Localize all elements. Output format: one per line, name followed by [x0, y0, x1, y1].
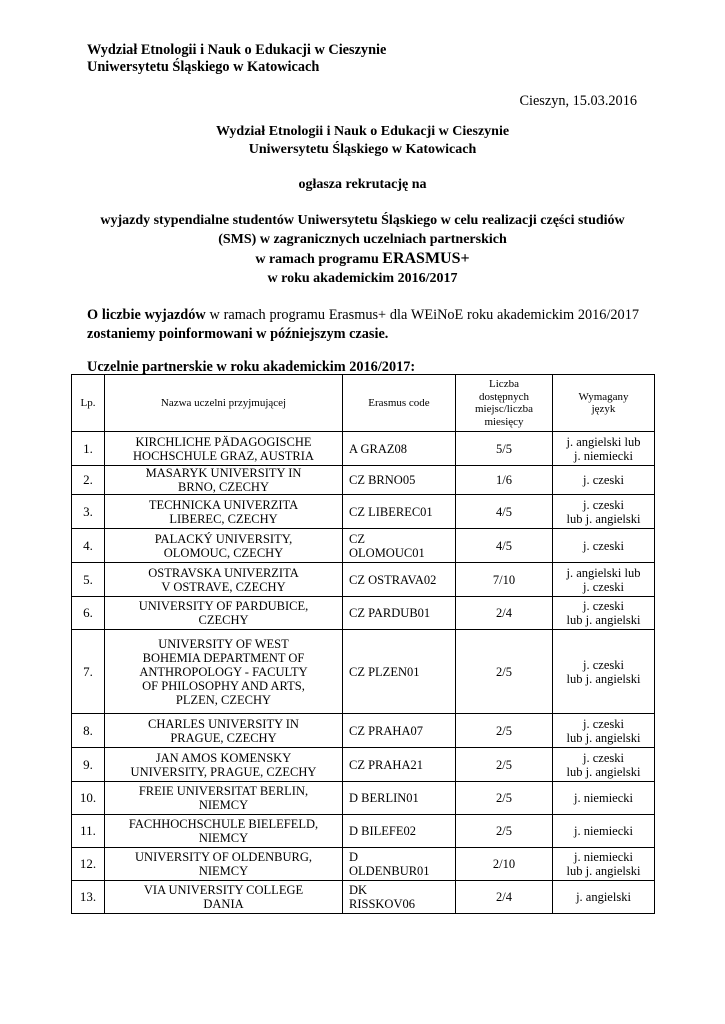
cell-erasmus-code [343, 432, 456, 466]
cell-places: 2/10 [456, 848, 553, 881]
cell-language-line: lub j. angielski [566, 671, 641, 686]
cell-places: 4/5 [456, 495, 553, 529]
cell-university-name-line: V OSTRAVE, CZECHY [161, 579, 286, 594]
cell-erasmus-code-line: A GRAZ08 [349, 441, 407, 456]
cell-language-line: lub j. angielski [566, 613, 641, 627]
cell-university-name-line: PRAGUE, CZECHY [170, 730, 277, 745]
cell-language-line: lub j. angielski [566, 730, 641, 745]
cell-university-name [105, 881, 343, 914]
cell-language-line: j. czeski [583, 716, 624, 731]
title-subject [0, 211, 725, 288]
cell-lp: 4. [72, 529, 105, 563]
table-row [72, 714, 655, 748]
cell-university-name-line: OF PHILOSOPHY AND ARTS, [142, 678, 305, 693]
cell-lp: 1. [72, 432, 105, 466]
table-row [72, 495, 655, 529]
cell-lp: 10. [72, 782, 105, 815]
cell-language [553, 597, 655, 630]
cell-lp: 12. [72, 848, 105, 881]
cell-places: 5/5 [456, 432, 553, 466]
cell-language-line: j. niemiecki [573, 791, 633, 805]
cell-places: 1/6 [456, 466, 553, 495]
cell-places: 4/5 [456, 529, 553, 563]
cell-places: 2/4 [456, 597, 553, 630]
cell-erasmus-code [343, 529, 456, 563]
cell-language-line: j. czeski [583, 599, 624, 613]
cell-erasmus-code [343, 563, 456, 597]
cell-language [553, 529, 655, 563]
cell-university-name [105, 495, 343, 529]
paragraph-bold-1: O liczbie wyjazdów [87, 307, 206, 323]
partner-universities-table [71, 374, 655, 914]
table-row [72, 782, 655, 815]
table-row [72, 466, 655, 495]
cell-erasmus-code-line: CZ OSTRAVA02 [349, 572, 437, 587]
cell-erasmus-code-line: CZ BRNO05 [349, 473, 416, 487]
table-row [72, 630, 655, 714]
cell-language [553, 563, 655, 597]
cell-university-name-line: MASARYK UNIVERSITY IN [145, 466, 302, 480]
cell-erasmus-code-line: CZ PRAHA07 [349, 723, 423, 738]
cell-university-name-line: NIEMCY [198, 864, 249, 878]
cell-places: 2/4 [456, 881, 553, 914]
cell-erasmus-code [343, 782, 456, 815]
cell-language-line: j. czeski [583, 497, 624, 512]
cell-language [553, 432, 655, 466]
cell-university-name [105, 714, 343, 748]
cell-lp: 9. [72, 748, 105, 782]
cell-university-name-line: BOHEMIA DEPARTMENT OF [142, 650, 305, 665]
cell-erasmus-code [343, 466, 456, 495]
cell-erasmus-code [343, 495, 456, 529]
cell-places: 2/5 [456, 630, 553, 714]
cell-language [553, 782, 655, 815]
cell-university-name [105, 815, 343, 848]
header-name: Nazwa uczelni przyjmującej [105, 375, 343, 432]
table-header-row [72, 375, 655, 432]
table-row [72, 529, 655, 563]
subject-line-1: wyjazdy stypendialne studentów Uniwersytetu Śląskiego w celu realizacji części studiów [100, 213, 625, 228]
cell-university-name-line: ANTHROPOLOGY - FACULTY [139, 664, 308, 679]
cell-language-line: j. angielski lub [566, 434, 641, 449]
letterhead-line-2: Uniwersytetu Śląskiego w Katowicach [87, 59, 320, 75]
cell-language-line: j. niemiecki [573, 850, 633, 864]
cell-places: 7/10 [456, 563, 553, 597]
table-body [72, 432, 655, 914]
cell-language-line: j. niemiecki [573, 824, 633, 838]
header-lang-line: język [591, 403, 616, 415]
cell-lp: 6. [72, 597, 105, 630]
cell-language [553, 466, 655, 495]
document-date: Cieszyn, 15.03.2016 [519, 93, 637, 109]
cell-language-line: j. niemiecki [573, 448, 633, 463]
cell-language-line: j. czeski [583, 750, 624, 765]
cell-university-name [105, 748, 343, 782]
header-places-line: Liczba [489, 378, 519, 390]
cell-erasmus-code-line: D BERLIN01 [349, 791, 419, 805]
cell-university-name [105, 848, 343, 881]
cell-places: 2/5 [456, 714, 553, 748]
cell-university-name-line: OSTRAVSKA UNIVERZITA [148, 565, 299, 580]
cell-university-name-line: UNIVERSITY, PRAGUE, CZECHY [130, 764, 317, 779]
cell-language-line: lub j. angielski [566, 511, 641, 526]
cell-language [553, 714, 655, 748]
cell-places: 2/5 [456, 815, 553, 848]
program-name: ERASMUS+ [382, 250, 470, 267]
cell-university-name [105, 563, 343, 597]
cell-university-name-line: NIEMCY [198, 798, 249, 812]
cell-university-name-line: DANIA [203, 897, 244, 911]
cell-language [553, 748, 655, 782]
cell-places: 2/5 [456, 748, 553, 782]
cell-university-name [105, 597, 343, 630]
cell-language-line: j. czeski [583, 579, 624, 594]
paragraph-text: w ramach programu Erasmus+ dla WEiNoE roku akademickim 2016/2017 [205, 307, 639, 323]
paragraph-bold-2: zostaniemy poinformowani w późniejszym czasie. [87, 325, 389, 342]
cell-erasmus-code [343, 597, 456, 630]
cell-university-name-line: HOCHSCHULE GRAZ, AUSTRIA [133, 448, 314, 463]
cell-university-name-line: CHARLES UNIVERSITY IN [148, 716, 299, 731]
program-prefix: w ramach programu [255, 252, 383, 267]
letterhead-line-1: Wydział Etnologii i Nauk o Edukacji w Cieszynie [87, 42, 387, 58]
cell-lp: 13. [72, 881, 105, 914]
subject-line-3 [0, 249, 725, 269]
cell-erasmus-code-line: DK [349, 883, 368, 897]
cell-language [553, 815, 655, 848]
cell-lp: 2. [72, 466, 105, 495]
cell-university-name [105, 466, 343, 495]
title-institution [0, 123, 725, 158]
header-lang-line: Wymagany [578, 390, 629, 403]
info-paragraph [87, 306, 639, 343]
cell-university-name-line: KIRCHLICHE PÄDAGOGISCHE [135, 434, 312, 449]
cell-language-line: lub j. angielski [566, 764, 641, 779]
cell-university-name-line: UNIVERSITY OF OLDENBURG, [135, 850, 312, 864]
cell-language-line: j. angielski [576, 890, 631, 904]
cell-university-name [105, 630, 343, 714]
cell-language [553, 848, 655, 881]
cell-erasmus-code [343, 630, 456, 714]
cell-erasmus-code-line: CZ LIBEREC01 [349, 504, 433, 519]
cell-language-line: lub j. angielski [566, 864, 641, 878]
table-row [72, 881, 655, 914]
subject-line-2: (SMS) w zagranicznych uczelniach partnerskich [218, 232, 507, 247]
cell-university-name-line: CZECHY [198, 613, 249, 627]
title-line-2: Uniwersytetu Śląskiego w Katowicach [248, 141, 477, 157]
cell-lp: 7. [72, 630, 105, 714]
cell-university-name-line: NIEMCY [198, 831, 249, 845]
cell-erasmus-code [343, 714, 456, 748]
cell-language [553, 881, 655, 914]
cell-erasmus-code [343, 848, 456, 881]
cell-lp: 3. [72, 495, 105, 529]
cell-lp: 8. [72, 714, 105, 748]
cell-language-line: j. czeski [583, 538, 624, 553]
header-places-line: miejsc/liczba [474, 403, 534, 415]
header-lang [553, 375, 655, 432]
cell-university-name-line: JAN AMOS KOMENSKY [155, 750, 292, 765]
table-row [72, 597, 655, 630]
header-places [456, 375, 553, 432]
title-line-1: Wydział Etnologii i Nauk o Edukacji w Cieszynie [215, 124, 510, 139]
cell-erasmus-code-line: RISSKOV06 [349, 897, 415, 911]
cell-university-name [105, 782, 343, 815]
announcement: ogłasza rekrutację na [298, 177, 427, 192]
table-title: Uczelnie partnerskie w roku akademickim 2016/2017: [87, 359, 416, 375]
cell-university-name-line: UNIVERSITY OF WEST [158, 636, 289, 651]
cell-university-name-line: TECHNICKA UNIVERZITA [148, 497, 299, 512]
table-row [72, 748, 655, 782]
cell-erasmus-code [343, 748, 456, 782]
cell-university-name [105, 529, 343, 563]
cell-university-name-line: OLOMOUC, CZECHY [163, 545, 284, 560]
header-places-line: miesięcy [484, 415, 524, 428]
header-code: Erasmus code [343, 375, 456, 432]
table-row [72, 432, 655, 466]
cell-lp: 11. [72, 815, 105, 848]
cell-university-name-line: PLZEN, CZECHY [175, 692, 272, 707]
cell-places: 2/5 [456, 782, 553, 815]
cell-erasmus-code-line: CZ PRAHA21 [349, 757, 423, 772]
letterhead [87, 42, 386, 76]
table-row [72, 815, 655, 848]
cell-lp: 5. [72, 563, 105, 597]
cell-university-name [105, 432, 343, 466]
cell-language [553, 630, 655, 714]
cell-erasmus-code-line: OLOMOUC01 [349, 545, 425, 560]
cell-language-line: j. czeski [583, 473, 624, 487]
cell-erasmus-code-line: OLDENBUR01 [349, 864, 430, 878]
cell-language-line: j. angielski lub [566, 565, 641, 580]
cell-university-name-line: BRNO, CZECHY [178, 480, 269, 494]
cell-university-name-line: VIA UNIVERSITY COLLEGE [143, 883, 304, 897]
cell-university-name-line: PALACKÝ UNIVERSITY, [154, 531, 293, 546]
cell-university-name-line: FACHHOCHSCHULE BIELEFELD, [128, 817, 319, 831]
cell-erasmus-code [343, 815, 456, 848]
cell-erasmus-code-line: CZ PARDUB01 [349, 606, 431, 620]
cell-university-name-line: LIBEREC, CZECHY [169, 511, 278, 526]
cell-erasmus-code-line: D BILEFE02 [349, 824, 417, 838]
header-places-line: dostępnych [478, 390, 530, 403]
cell-erasmus-code-line: D [349, 850, 359, 864]
subject-line-4: w roku akademickim 2016/2017 [267, 271, 458, 286]
table-row [72, 563, 655, 597]
cell-erasmus-code-line: CZ PLZEN01 [349, 664, 420, 679]
header-lp: Lp. [72, 375, 105, 432]
cell-erasmus-code [343, 881, 456, 914]
cell-erasmus-code-line: CZ [349, 531, 365, 546]
cell-language-line: j. czeski [583, 657, 624, 672]
cell-university-name-line: FREIE UNIVERSITAT BERLIN, [138, 784, 309, 798]
cell-language [553, 495, 655, 529]
cell-university-name-line: UNIVERSITY OF PARDUBICE, [138, 599, 309, 613]
table-row [72, 848, 655, 881]
